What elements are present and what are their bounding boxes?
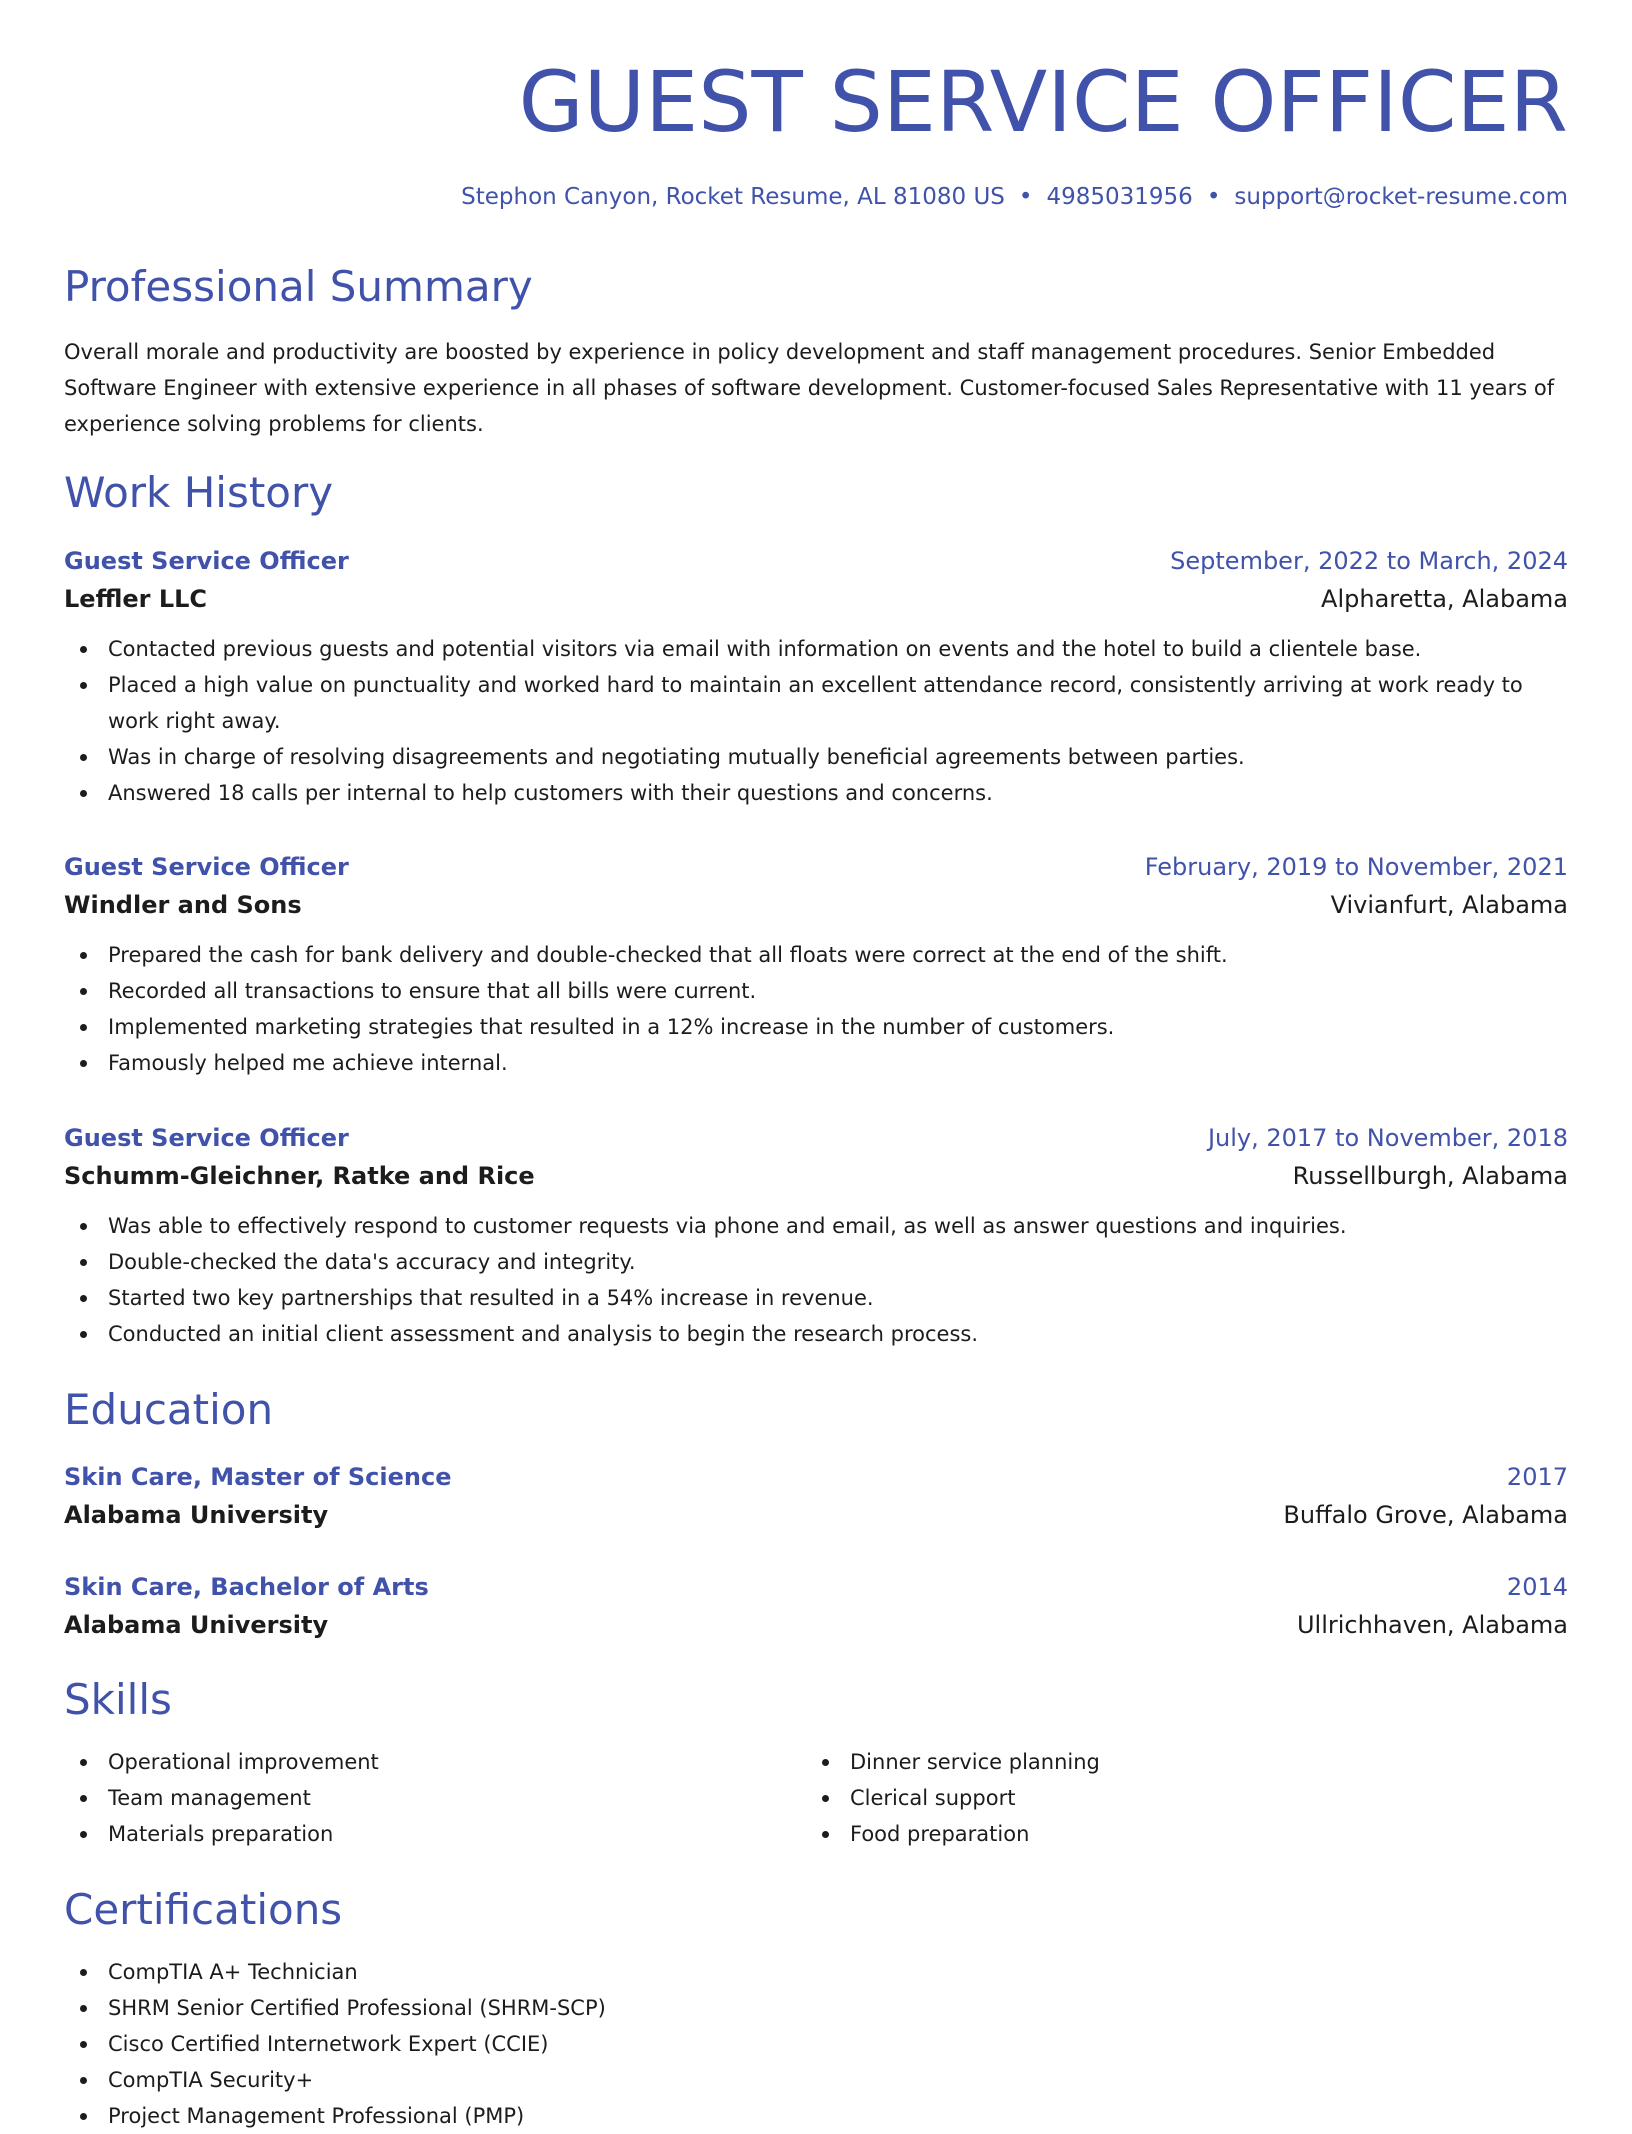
list-item: Answered 18 calls per internal to help customers with their questions and concerns. bbox=[64, 775, 1568, 811]
section-title-skills: Skills bbox=[64, 1675, 172, 1724]
education-entry bbox=[64, 1569, 1568, 1645]
graduation-year: 2017 bbox=[1506, 1463, 1568, 1491]
job-title: Guest Service Officer bbox=[64, 1124, 349, 1152]
job-entry bbox=[64, 1120, 1568, 1352]
skills-grid bbox=[64, 1744, 1568, 1852]
section-title-education: Education bbox=[64, 1385, 274, 1434]
job-location: Alpharetta, Alabama bbox=[1321, 585, 1568, 613]
skill-item: Team management bbox=[64, 1780, 806, 1816]
job-dates: February, 2019 to November, 2021 bbox=[1144, 853, 1568, 881]
job-title: Guest Service Officer bbox=[64, 853, 349, 881]
list-item: Was in charge of resolving disagreements and negotiating mutually beneficial agreements between parties. bbox=[64, 739, 1568, 775]
summary-text: Overall morale and productivity are boosted by experience in policy development and staff management procedures. Senior Embedded Software Engineer with extensive experience in all phases of software development. Customer-focused Sales Representative with 11 years of experience solving problems for clients. bbox=[64, 340, 1555, 436]
contact-separator: • bbox=[1018, 184, 1033, 210]
certification-item: CompTIA Security+ bbox=[64, 2062, 1568, 2098]
job-entry bbox=[64, 543, 1568, 811]
list-item: Contacted previous guests and potential visitors via email with information on events and the hotel to build a clientele base. bbox=[64, 631, 1568, 667]
job-location: Vivianfurt, Alabama bbox=[1330, 891, 1568, 919]
job-title: Guest Service Officer bbox=[64, 547, 349, 575]
candidate-name: GUEST SERVICE OFFICER bbox=[518, 53, 1568, 151]
school-name: Alabama University bbox=[64, 1611, 329, 1639]
list-item: Conducted an initial client assessment and analysis to begin the research process. bbox=[64, 1316, 1568, 1352]
section-title-summary: Professional Summary bbox=[64, 262, 533, 311]
job-company: Leffler LLC bbox=[64, 585, 208, 613]
contact-line bbox=[461, 182, 1568, 212]
list-item: Prepared the cash for bank delivery and double-checked that all floats were correct at the end of the shift. bbox=[64, 937, 1568, 973]
list-item: Implemented marketing strategies that resulted in a 12% increase in the number of customers. bbox=[64, 1009, 1568, 1045]
skill-item: Materials preparation bbox=[64, 1816, 806, 1852]
list-item: Double-checked the data's accuracy and integrity. bbox=[64, 1244, 1568, 1280]
section-title-certifications: Certifications bbox=[64, 1885, 343, 1934]
skill-item: Food preparation bbox=[806, 1816, 1548, 1852]
job-bullets bbox=[64, 631, 1568, 811]
graduation-year: 2014 bbox=[1506, 1573, 1568, 1601]
resume-page bbox=[64, 0, 1568, 2128]
skills-column-right bbox=[806, 1744, 1548, 1852]
certifications-list bbox=[64, 1954, 1568, 2134]
degree-title: Skin Care, Master of Science bbox=[64, 1463, 452, 1491]
education-entry bbox=[64, 1459, 1568, 1535]
skill-item: Clerical support bbox=[806, 1780, 1548, 1816]
degree-title: Skin Care, Bachelor of Arts bbox=[64, 1573, 429, 1601]
list-item: Placed a high value on punctuality and worked hard to maintain an excellent attendance record, consistently arriving at work ready to work right away. bbox=[64, 667, 1568, 739]
certification-item: Cisco Certified Internetwork Expert (CCIE) bbox=[64, 2026, 1568, 2062]
skill-item: Operational improvement bbox=[64, 1744, 806, 1780]
skill-item: Dinner service planning bbox=[806, 1744, 1548, 1780]
job-bullets bbox=[64, 937, 1568, 1081]
job-dates: September, 2022 to March, 2024 bbox=[1170, 547, 1568, 575]
job-dates: July, 2017 to November, 2018 bbox=[1207, 1124, 1568, 1152]
certification-bullets bbox=[64, 1954, 1568, 2134]
section-title-work-history: Work History bbox=[64, 468, 334, 517]
job-company: Windler and Sons bbox=[64, 891, 302, 919]
certification-item: Project Management Professional (PMP) bbox=[64, 2098, 1568, 2134]
list-item: Started two key partnerships that resulted in a 54% increase in revenue. bbox=[64, 1280, 1568, 1316]
school-location: Buffalo Grove, Alabama bbox=[1283, 1501, 1568, 1529]
contact-separator: • bbox=[1206, 184, 1221, 210]
school-location: Ullrichhaven, Alabama bbox=[1296, 1611, 1568, 1639]
job-entry bbox=[64, 849, 1568, 1081]
list-item: Recorded all transactions to ensure that all bills were current. bbox=[64, 973, 1568, 1009]
job-bullets bbox=[64, 1208, 1568, 1352]
list-item: Was able to effectively respond to customer requests via phone and email, as well as answer questions and inquiries. bbox=[64, 1208, 1568, 1244]
contact-email: support@rocket-resume.com bbox=[1234, 184, 1568, 210]
skills-column-left bbox=[64, 1744, 806, 1852]
school-name: Alabama University bbox=[64, 1501, 329, 1529]
job-location: Russellburgh, Alabama bbox=[1292, 1162, 1568, 1190]
contact-address: Stephon Canyon, Rocket Resume, AL 81080 US bbox=[461, 184, 1005, 210]
certification-item: CompTIA A+ Technician bbox=[64, 1954, 1568, 1990]
contact-phone: 4985031956 bbox=[1046, 184, 1193, 210]
list-item: Famously helped me achieve internal. bbox=[64, 1045, 1568, 1081]
job-company: Schumm-Gleichner, Ratke and Rice bbox=[64, 1162, 535, 1190]
certification-item: SHRM Senior Certified Professional (SHRM-SCP) bbox=[64, 1990, 1568, 2026]
